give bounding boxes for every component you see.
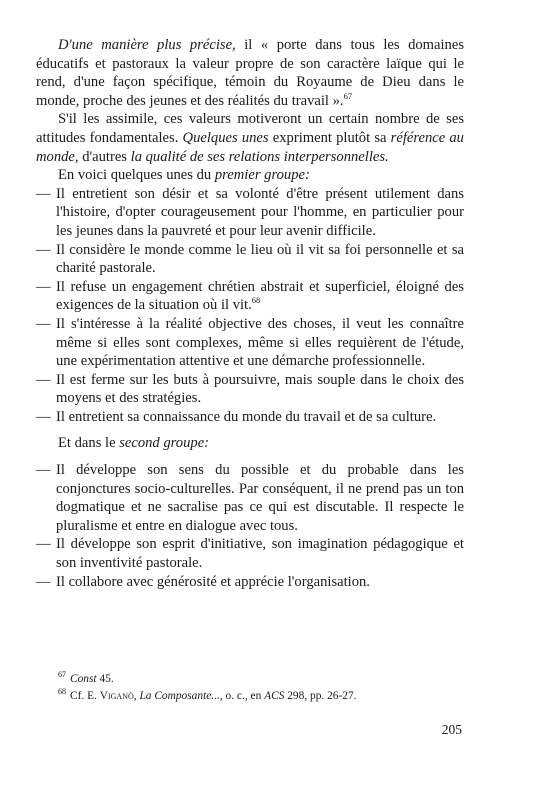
page-number: 205 [441,722,462,737]
first-group-label: premier groupe: [214,167,310,184]
list-item [36,278,464,315]
footnote-ref-67: 67 [343,90,353,101]
footnote-68-mid: , o. c., en [219,689,265,702]
first-group-list [36,185,464,427]
paragraph-2-italic-b: référence au monde, [36,129,464,165]
footnote-68-number: 68 [58,686,66,696]
list-item-text: Il entretient son désir et sa volonté d'être présent utilement dans l'histoire, d'opter courageusement pour l'homme, en particulier pour les jeunes dans la pauvreté et pour leur avenir difficile. [56,185,464,239]
footnote-ref-68: 68 [251,295,261,306]
dash-marker: — [36,371,51,388]
dash-marker: — [36,278,51,295]
list-item-text: Il développe son esprit d'initiative, son imagination pédagogique et son inventivité pastorale. [56,536,464,572]
footnote-68-pre: Cf. E. [70,689,100,702]
paragraph-1-text: il « porte dans tous les domaines éducatifs et pastoraux la valeur propre de son caractère laïque qui le rend, d'une façon spécifique, témoin du Royaume de Dieu dans le monde, proche des jeunes et des réalités du travail ». [36,37,465,109]
paragraph-2-text-c: d'autres [78,148,131,165]
footnotes [58,671,464,704]
footnote-67-italic: Const [70,673,97,685]
paragraph-1 [36,36,464,110]
list-item [36,461,464,535]
dash-marker: — [36,408,51,425]
footnote-68 [58,688,464,705]
footnote-67-rest: 45. [96,673,114,685]
list-item-text: Il entretient sa connaissance du monde du travail et de sa culture. [56,408,437,425]
dash-marker: — [36,536,51,553]
list-item-text: Il collabore avec générosité et apprécie l'organisation. [56,573,370,590]
second-group-intro-text: Et dans le [58,435,120,452]
list-item [36,535,464,572]
dash-marker: — [36,185,51,202]
list-item [36,315,464,371]
footnote-68-author: Viganò [99,689,134,702]
dash-marker: — [36,462,51,479]
dash-marker: — [36,241,51,258]
first-group-intro [36,166,464,185]
list-item [36,185,464,241]
second-group-list [36,461,464,591]
list-item-text: Il développe son sens du possible et du probable dans les conjonctures socio-culturelles. Par conséquent, il ne prend pas un ton dogmatique et ne sacralise pas ce qui est discutable. Il respecte le pluralisme et entre en dialogue avec tous. [56,462,464,534]
list-item-text: Il est ferme sur les buts à poursuivre, mais souple dans le choix des moyens et des stratégies. [56,371,464,407]
dash-marker: — [36,315,51,332]
list-item [36,408,464,427]
list-item [36,371,464,408]
second-group-intro [36,434,464,453]
dash-marker: — [36,573,51,590]
paragraph-2-text-a: S'il les assimile, ces valeurs motiveront un certain nombre de ses attitudes fondamentales. [36,111,464,146]
list-item-text: Il s'intéresse à la réalité objective des choses, il veut les connaître même si elles sont complexes, même si elles requièrent de l'étude, une expérimentation attentive et une démarche professionnelle. [56,315,464,370]
list-item [36,573,464,592]
page-body [36,36,464,591]
footnote-68-comma: , [133,689,140,702]
list-item [36,241,464,278]
footnote-67 [58,671,464,688]
second-group-label: second groupe: [119,435,210,452]
paragraph-2-italic-a: Quelques unes [182,129,269,146]
paragraph-1-lead: D'une manière plus précise, [58,37,236,53]
paragraph-2-italic-c: la qualité de ses relations interpersonnelles. [130,148,389,165]
footnote-68-italic: La Composante... [139,689,220,702]
footnote-68-rest: 298, pp. 26-27. [284,689,357,702]
first-group-intro-text: En voici quelques unes du [58,167,215,184]
footnote-67-number: 67 [58,670,66,680]
paragraph-2 [36,110,464,166]
footnote-68-italic2: ACS [264,689,285,702]
list-item-text: Il considère le monde comme le lieu où il vit sa foi personnelle et sa charité pastorale. [56,241,464,277]
list-item-text: Il refuse un engagement chrétien abstrait et superficiel, éloigné des exigences de la situation où il vit. [56,278,464,314]
paragraph-2-text-b: expriment plutôt sa [268,129,391,146]
